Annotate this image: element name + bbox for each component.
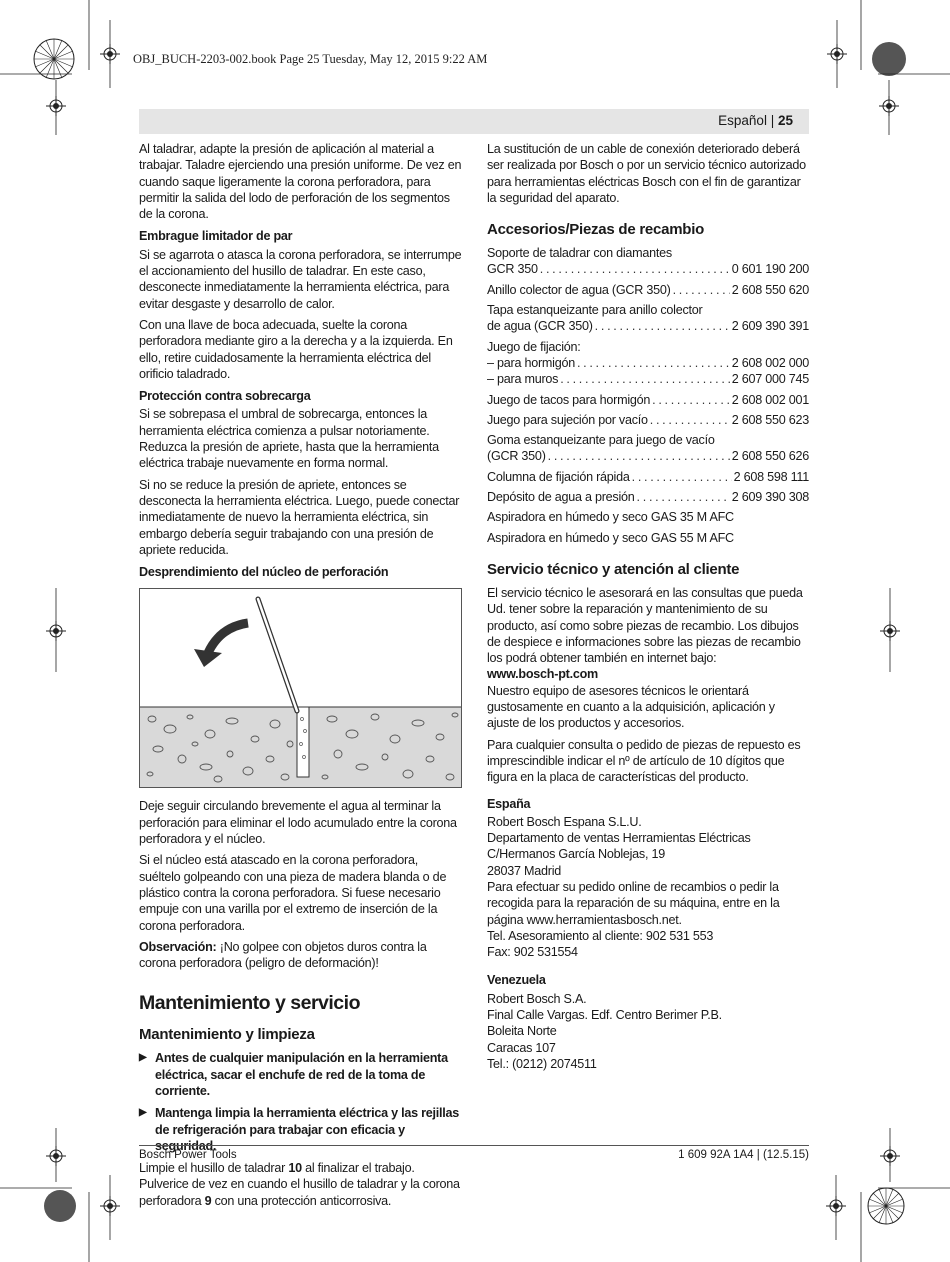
venezuela-heading: Venezuela <box>487 973 546 988</box>
part-number: 0 601 190 200 <box>731 262 809 277</box>
accessory-item: Juego de tacos para hormigón . . . 2 608 002 001 <box>487 392 809 408</box>
part-number: 2 608 550 620 <box>731 282 809 297</box>
accessory-item: Soporte de taladrar con diamantes GCR 350 . . . 0 601 190 200 <box>487 245 809 278</box>
part-number: 2 608 550 626 <box>731 449 809 464</box>
footer-brand: Bosch Power Tools <box>139 1149 237 1161</box>
part-number: 2 608 550 623 <box>731 412 809 427</box>
overload-heading: Protección contra sobrecarga <box>139 389 311 404</box>
note-paragraph: Observación: ¡No golpee con objetos duros contra la corona perforadora (peligro de deformación)! <box>139 939 427 971</box>
accessory-item: Columna de fijación rápida . . . 2 608 598 111 <box>487 469 809 485</box>
accessory-item: Tapa estanqueizante para anillo colector de agua (GCR 350) . . . 2 609 390 391 <box>487 302 809 335</box>
triangle-bullet-icon: ▶ <box>139 1107 147 1119</box>
part-number: 2 608 002 001 <box>731 392 809 407</box>
clutch-paragraph-2: Con una llave de boca adecuada, suelte la corona perforadora mediante giro a la derecha y a la izquierda. En ello, retire cuidadosamente la herramienta eléctrica del orificio taladrado. <box>139 317 453 381</box>
service-paragraph-3: Para cualquier consulta o pedido de piezas de repuesto es imprescindible indicar el nº de artículo de 10 dígitos que figura en la placa de características del producto. <box>487 737 801 785</box>
service-paragraph-1: El servicio técnico le asesorará en las consultas que pueda Ud. tener sobre la reparación y mantenimiento de su producto, así como sobre piezas de recambio. Los dibujos de despiece e informaciones sobre las piezas de recambio los podrá obtener también en internet bajo: <box>487 585 803 666</box>
cable-paragraph: La sustitución de un cable de conexión deteriorado deberá ser realizada por Bosch o por un servicio técnico autorizado para herramientas eléctricas Bosch con el fin de garantizar la seguridad del aparato. <box>487 142 806 205</box>
page-header-bar <box>139 109 809 134</box>
accessories-heading: Accesorios/Piezas de recambio <box>487 221 705 239</box>
maintenance-heading: Mantenimiento y servicio <box>139 992 360 1015</box>
page-number: 25 <box>777 113 793 128</box>
accessory-item: Aspiradora en húmedo y seco GAS 55 M AFC <box>487 530 734 545</box>
service-url-link[interactable]: www.bosch-pt.com <box>487 667 598 682</box>
service-heading: Servicio técnico y atención al cliente <box>487 560 740 578</box>
footer-divider <box>139 1145 809 1146</box>
part-number: 2 607 000 745 <box>731 372 809 387</box>
part-number: 2 608 598 111 <box>733 469 809 484</box>
spain-address: Robert Bosch Espana S.L.U. Departamento de ventas Herramientas Eléctricas C/Hermanos García Noblejas, 19 28037 Madrid Para efectuar su pedido online de recambios o pedir la recogida para la reparación de su máquina, entre en la página www.herramientasbosch.net. Tel. Asesoramiento al cliente: 902 531 553 Fax: 902 531554 <box>487 814 780 960</box>
section-name: Español <box>718 113 767 128</box>
note-label: Observación: <box>139 939 217 954</box>
maintenance-subheading: Mantenimiento y limpieza <box>139 1026 315 1044</box>
clutch-paragraph-1: Si se agarrota o atasca la corona perforadora, se interrumpe el accionamiento del husillo de taladrar. En este caso, desconecte inmediatamente la herramienta eléctrica, para evitar desgaste y desarrollo de calor. <box>139 247 462 311</box>
safety-bullet-2: ▶ Mantenga limpia la herramienta eléctrica y las rejillas de refrigeración para trabajar con eficacia y <box>139 1105 462 1154</box>
overload-paragraph-2: Si no se reduce la presión de apriete, entonces se desconecta la herramienta eléctrica. Luego, puede conectar inmediatamente de nuevo la herramienta eléctrica, sin embargo debería seguir trabajando con una presión de apriete reducida. <box>139 477 460 557</box>
part-number: 2 609 390 391 <box>731 319 809 334</box>
safety-bullet-1: ▶ Antes de cualquier manipulación en la herramienta eléctrica, sacar el enchufe de red de la toma de corriente. <box>139 1051 448 1098</box>
triangle-bullet-icon: ▶ <box>139 1052 147 1064</box>
intro-paragraph: Al taladrar, adapte la presión de aplicación al material a trabajar. Taladre ejerciendo una presión uniforme. De vez en cuando saque ligeramente la corona perforadora, para permitir la salida del lodo de perforación de los segmentos de la corona. <box>139 142 462 222</box>
accessory-item: Depósito de agua a presión . . . 2 609 390 308 <box>487 489 809 505</box>
accessory-item: Anillo colector de agua (GCR 350) . . . 2 608 550 620 <box>487 282 809 298</box>
right-column <box>487 141 809 1072</box>
accessory-item: Juego de fijación: – para hormigón . . . 2 608 002 000 – para muros . . . 2 607 000 745 <box>487 339 809 388</box>
accessory-item: Juego para sujeción por vacío . . . 2 608 550 623 <box>487 412 809 428</box>
core-heading: Desprendimiento del núcleo de perforación <box>139 565 389 580</box>
clutch-heading: Embrague limitador de par <box>139 229 293 244</box>
accessory-item: Goma estanqueizante para juego de vacío (GCR 350) . . . 2 608 550 626 <box>487 432 809 465</box>
footer-doc-number: 1 609 92A 1A4 | (12.5.15) <box>678 1149 809 1161</box>
venezuela-address: Robert Bosch S.A. Final Calle Vargas. Edf. Centro Berimer P.B. Boleita Norte Caracas 107 Tel.: (0212) 2074511 <box>487 991 722 1071</box>
accessory-item: Aspiradora en húmedo y seco GAS 35 M AFC <box>487 510 734 525</box>
drill-core-diagram <box>140 589 461 787</box>
overload-paragraph-1: Si se sobrepasa el umbral de sobrecarga, entonces la herramienta eléctrica comienza a pulsar notoriamente. Reduzca la presión de apriete, hasta que la herramienta eléctrica trabaje nuevamente en forma normal. <box>139 407 439 471</box>
core-paragraph-1: Deje seguir circulando brevemente el agua al terminar la perforación para eliminar el lodo acumulado entre la corona perforadora y el núcleo. <box>139 799 457 847</box>
rotation-arrow <box>208 623 248 653</box>
cleaning-paragraph: Limpie el husillo de taladrar 10 al finalizar el trabajo. Pulverice de vez en cuando el husillo de taladrar y la corona perforadora 9 con una protección anticorrosiva. <box>139 1161 460 1208</box>
left-column <box>139 141 462 1214</box>
book-info-line: OBJ_BUCH-2203-002.book Page 25 Tuesday, May 12, 2015 9:22 AM <box>133 52 488 66</box>
part-number: 2 609 390 308 <box>731 490 809 505</box>
core-release-illustration <box>139 588 462 788</box>
page-header: Español | 25 <box>718 113 793 128</box>
spain-heading: España <box>487 796 531 811</box>
core-paragraph-2: Si el núcleo está atascado en la corona perforadora, suéltelo golpeando con una pieza de madera blanda o de plástico contra la corona perforadora. Si fuese necesario empuje con una varilla por el extremo de inserción de la corona perforadora. <box>139 853 447 933</box>
service-paragraph-2: Nuestro equipo de asesores técnicos le orientará gustosamente en cuanto a la adquisición, aplicación y ajuste de los productos y accesorios. <box>487 683 775 731</box>
part-number: 2 608 002 000 <box>731 355 809 370</box>
